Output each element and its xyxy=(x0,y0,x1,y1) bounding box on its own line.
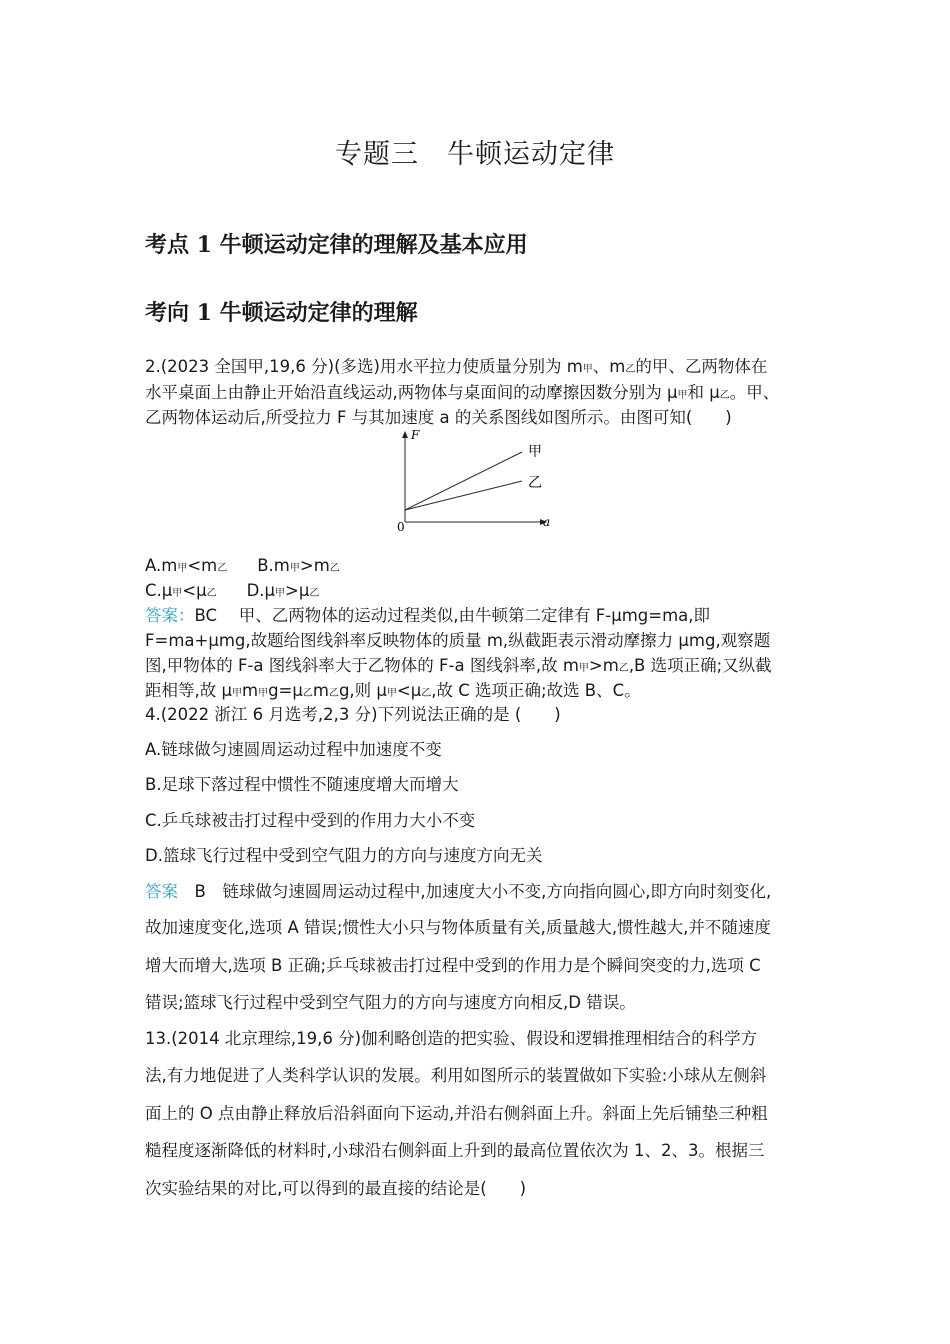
line-yi xyxy=(405,481,522,510)
answer-label: 答案 xyxy=(145,882,178,901)
question-2-line-2: 水平桌面上由静止开始沿直线运动,两物体与桌面间的动摩擦因数分别为 μ甲和 μ乙。甲、 xyxy=(145,383,780,402)
option-a[interactable]: A.m甲<m乙 xyxy=(145,556,228,575)
section-heading: 考点 1 牛顿运动定律的理解及基本应用 xyxy=(145,232,528,258)
x-axis-label: a xyxy=(543,515,551,529)
option-d[interactable]: D.μ甲>μ乙 xyxy=(246,581,320,600)
answer-4-line-4: 错误;篮球飞行过程中受到空气阻力的方向与速度方向相反,D 错误。 xyxy=(145,993,636,1012)
option-row-ab xyxy=(145,558,340,575)
question-4-option-b[interactable]: B.足球下落过程中惯性不随速度增大而增大 xyxy=(145,775,459,794)
subsection-heading: 考向 1 牛顿运动定律的理解 xyxy=(145,300,418,326)
question-13-line-5: 次实验结果的对比,可以得到的最直接的结论是( ) xyxy=(145,1179,527,1198)
origin-label: 0 xyxy=(397,520,405,534)
question-4-option-d[interactable]: D.篮球飞行过程中受到空气阻力的方向与速度方向无关 xyxy=(145,846,543,865)
line-yi-label: 乙 xyxy=(528,475,542,491)
line-jia-label: 甲 xyxy=(528,444,542,460)
question-4-stem: 4.(2022 浙江 6 月选考,2,3 分)下列说法正确的是 ( ) xyxy=(145,705,561,724)
y-axis-arrow xyxy=(402,431,408,438)
question-13-line-4: 糙程度逐渐降低的材料时,小球沿右侧斜面上升到的最高位置依次为 1、2、3。根据三 xyxy=(145,1141,765,1160)
answer-4-line-2: 故加速度变化,选项 A 错误;惯性大小只与物体质量有关,质量越大,惯性越大,并不随速度 xyxy=(145,918,771,937)
answer-label: 答案： xyxy=(145,606,195,625)
question-13-line-1: 13.(2014 北京理综,19,6 分)伽利略创造的把实验、假设和逻辑推理相结合的科学方 xyxy=(145,1029,758,1048)
question-4-option-c[interactable]: C.乒乓球被击打过程中受到的作用力大小不变 xyxy=(145,811,476,830)
option-b[interactable]: B.m甲>m乙 xyxy=(257,556,340,575)
option-c[interactable]: C.μ甲<μ乙 xyxy=(145,581,217,600)
answer-2-line-2: F=ma+μmg,故题给图线斜率反映物体的质量 m,纵截距表示滑动摩擦力 μmg,观察题 xyxy=(145,631,771,650)
option-row-cd xyxy=(145,583,319,600)
question-2-line-1: 2.(2023 全国甲,19,6 分)(多选)用水平拉力使质量分别为 m甲、m乙的甲、乙两物体在 xyxy=(145,357,768,376)
question-4-option-a[interactable]: A.链球做匀速圆周运动过程中加速度不变 xyxy=(145,740,442,759)
question-13-line-2: 法,有力地促进了人类科学认识的发展。利用如图所示的装置做如下实验:小球从左侧斜 xyxy=(145,1066,767,1085)
line-jia xyxy=(405,452,522,510)
answer-4-line-1: 答案 B 链球做匀速圆周运动过程中,加速度大小不变,方向指向圆心,即方向时刻变化, xyxy=(145,882,772,901)
answer-2-line-4: 距相等,故 μ甲m甲g=μ乙m乙g,则 μ甲<μ乙,故 C 选项正确;故选 B、C。 xyxy=(145,681,641,700)
y-axis-label: F xyxy=(411,428,420,442)
question-13-line-3: 面上的 O 点由静止释放后沿斜面向下运动,并沿右侧斜面上升。斜面上先后铺垫三种粗 xyxy=(145,1104,768,1123)
answer-4-line-3: 增大而增大,选项 B 正确;乒乓球被击打过程中受到的作用力是个瞬间突变的力,选项 C xyxy=(145,956,761,975)
f-a-graph xyxy=(385,425,565,535)
answer-2-line-1: 答案：BC 甲、乙两物体的运动过程类似,由牛顿第二定律有 F-μmg=ma,即 xyxy=(145,606,711,625)
page-title: 专题三 牛顿运动定律 xyxy=(335,139,615,170)
answer-2-line-3: 图,甲物体的 F-a 图线斜率大于乙物体的 F-a 图线斜率,故 m甲>m乙,B 选项正确;又纵截 xyxy=(145,656,772,675)
question-2-line-3: 乙两物体运动后,所受拉力 F 与其加速度 a 的关系图线如图所示。由图可知( ) xyxy=(145,408,732,427)
